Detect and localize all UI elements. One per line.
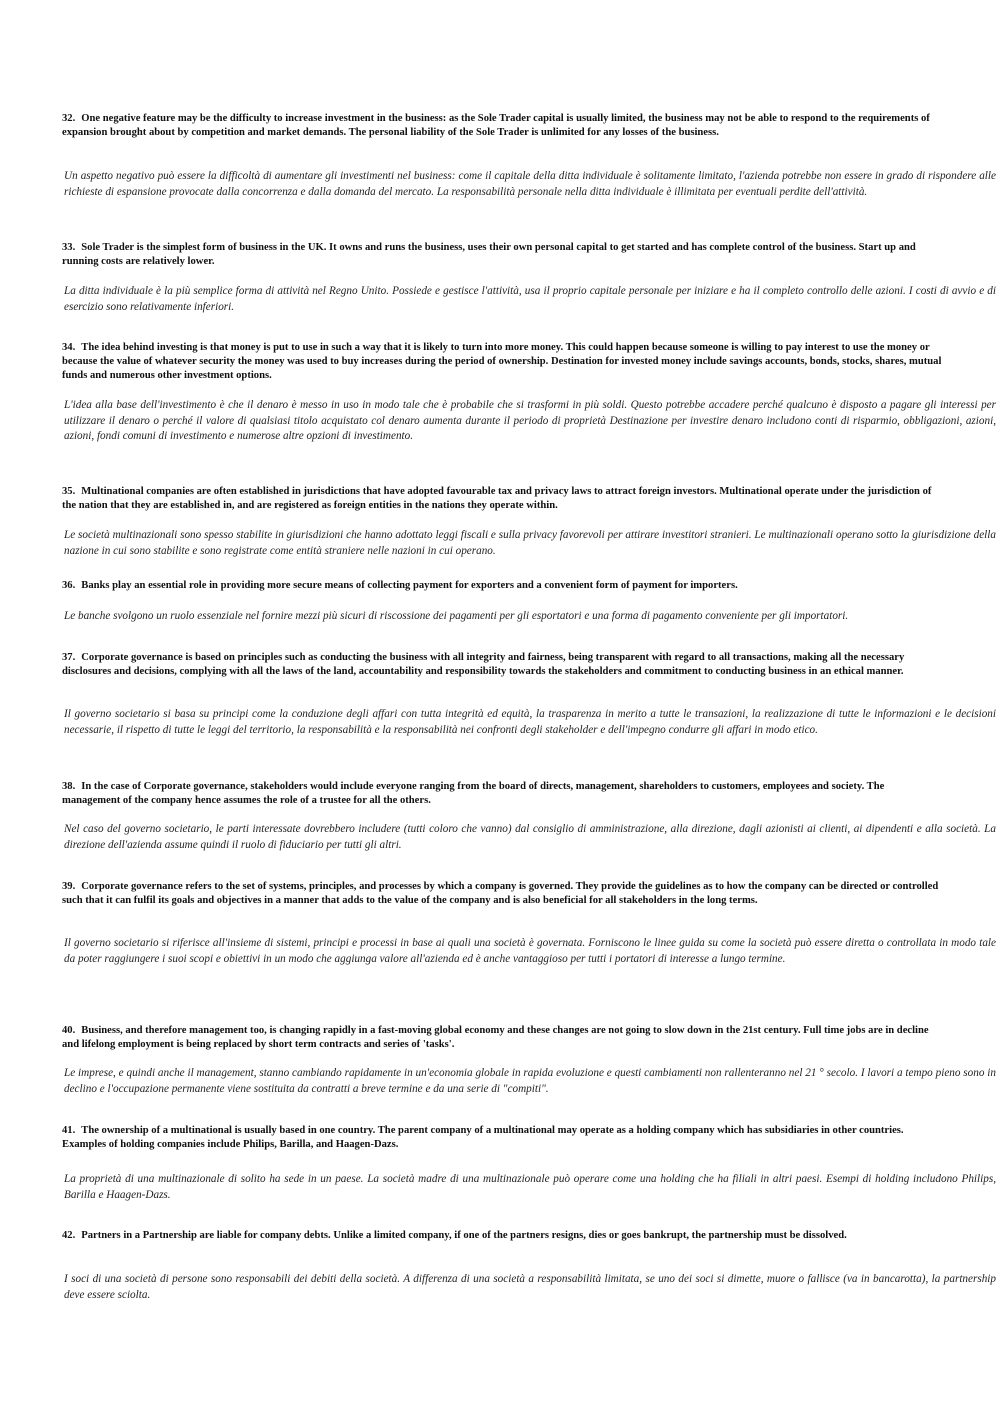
english-text: Sole Trader is the simplest form of business in the UK. It owns and runs the business, uses their own personal capital to get started and has complete control of the business. Start up and running costs are relatively lower. xyxy=(62,242,916,267)
english-paragraph xyxy=(62,651,942,679)
italian-paragraph: Il governo societario si riferisce all'insieme di sistemi, principi e processi in base ai quali una società è governata. Forniscono le linee guida su come la società può essere diretta o controllata in modo tale da poter raggiungere i suoi scopi e obiettivi in un modo che aggiunga valore all'azienda ed è anche vantaggioso per tutti i portatori di interesse a lungo termine. xyxy=(64,937,996,965)
italian-paragraph: L'idea alla base dell'investimento è che il denaro è messo in uso in modo tale che è probabile che si trasformi in più soldi. Questo potrebbe accadere perché qualcuno è disposto a pagare gli interessi per utilizzare il denaro o perché il valore di qualsiasi titolo acquistato col denaro aumenta durante il periodo di proprietà Destinazione per investire denaro includono conti di risparmio, obbligazioni, azioni, azioni, fondi comuni di investimento e numerose altre opzioni di investimento. xyxy=(64,399,996,442)
english-text: One negative feature may be the difficulty to increase investment in the business: as the Sole Trader capital is usually limited, the business may not be able to respond to the requirements of expansion brought about by competition and market demands. The personal liability of the Sole Trader is unlimited for any losses of the business. xyxy=(62,113,930,138)
item-33 xyxy=(62,241,996,313)
english-paragraph xyxy=(62,1229,942,1243)
english-paragraph xyxy=(62,880,942,908)
english-text: Business, and therefore management too, is changing rapidly in a fast-moving global economy and these changes are not going to slow down in the 21st century. Full time jobs are in decline and lifelong employment is being replaced by short term contracts and series of 'tasks'. xyxy=(62,1025,929,1050)
item-number: 35. xyxy=(62,486,76,497)
item-41 xyxy=(62,1124,996,1201)
english-paragraph xyxy=(62,112,942,140)
italian-paragraph: Le imprese, e quindi anche il management, stanno cambiando rapidamente in un'economia globale in rapida evoluzione e questi cambiamenti non rallenteranno nel 21 ° secolo. I lavori a tempo pieno sono in declino e l'occupazione permanente viene sostituita da contratti a breve termine e da una serie di "compiti". xyxy=(64,1067,996,1095)
item-number: 34. xyxy=(62,342,76,353)
italian-paragraph: Un aspetto negativo può essere la difficoltà di aumentare gli investimenti nel business: come il capitale della ditta individuale è solitamente limitato, l'azienda potrebbe non essere in grado di rispondere alle richieste di espansione provocate dalla concorrenza e dalla domanda del mercato. La responsabilità personale nella ditta individuale è illimitata per eventuali perdite dell'attività. xyxy=(64,170,996,198)
item-number: 37. xyxy=(62,652,76,663)
english-text: In the case of Corporate governance, stakeholders would include everyone ranging from the board of directs, management, shareholders to customers, employees and society. The management of the company hence assumes the role of a trustee for all the others. xyxy=(62,781,885,806)
english-text: Partners in a Partnership are liable for company debts. Unlike a limited company, if one of the partners resigns, dies or goes bankrupt, the partnership must be dissolved. xyxy=(81,1230,847,1241)
english-text: Corporate governance refers to the set of systems, principles, and processes by which a company is governed. They provide the guidelines as to how the company can be directed or controlled such that it can fulfil its goals and objectives in a manner that adds to the value of the company and is also beneficial for all stakeholders in the long terms. xyxy=(62,881,939,906)
item-37 xyxy=(62,651,996,736)
italian-paragraph: La proprietà di una multinazionale di solito ha sede in un paese. La società madre di una multinazionale può operare come una holding che ha filiali in altri paesi. Esempi di holding includono Philips, Barilla e Haagen-Dazs. xyxy=(64,1173,996,1201)
item-35 xyxy=(62,485,996,557)
english-paragraph xyxy=(62,780,942,808)
item-38 xyxy=(62,780,996,851)
english-paragraph xyxy=(62,241,942,269)
item-number: 32. xyxy=(62,113,76,124)
english-paragraph xyxy=(62,1124,942,1152)
english-text: The ownership of a multinational is usually based in one country. The parent company of a multinational may operate as a holding company which has subsidiaries in other countries. Examples of holding companies include Philips, Barilla, and Haagen-Dazs. xyxy=(62,1125,904,1150)
item-number: 39. xyxy=(62,881,76,892)
english-text: The idea behind investing is that money is put to use in such a way that it is likely to turn into more money. This could happen because someone is willing to pay interest to use the money or because the value of whatever security the money was used to buy increases during the period of ownership. Destination for invested money include savings accounts, bonds, stocks, shares, mutual funds and numerous other investment options. xyxy=(62,342,942,381)
english-text: Corporate governance is based on principles such as conducting the business with all integrity and fairness, being transparent with regard to all transactions, making all the necessary disclosures and decisions, complying with all the laws of the land, accountability and responsibility towards the stakeholders and commitment to conducting business in an ethical manner. xyxy=(62,652,905,677)
item-32 xyxy=(62,112,996,198)
item-number: 36. xyxy=(62,580,76,591)
item-40 xyxy=(62,1024,996,1095)
english-paragraph xyxy=(62,579,942,593)
english-paragraph xyxy=(62,341,942,383)
italian-paragraph: Il governo societario si basa su principi come la conduzione degli affari con tutta integrità ed equità, la trasparenza in merito a tutte le transazioni, la realizzazione di tutte le informazioni e le decisioni necessarie, il rispetto di tutte le leggi del territorio, la responsabilità e la responsabilità nei confronti degli stakeholder e dell'impegno condurre gli affari in modo etico. xyxy=(64,708,996,736)
item-34 xyxy=(62,341,996,442)
item-39 xyxy=(62,880,996,965)
english-paragraph xyxy=(62,485,942,513)
english-text: Banks play an essential role in providing more secure means of collecting payment for exporters and a convenient form of payment for importers. xyxy=(81,580,738,591)
item-42 xyxy=(62,1229,996,1301)
italian-paragraph: I soci di una società di persone sono responsabili dei debiti della società. A differenza di una società a responsabilità limitata, se uno dei soci si dimette, muore o fallisce (va in bancarotta), la partnership deve essere sciolta. xyxy=(64,1273,996,1301)
italian-paragraph: Nel caso del governo societario, le parti interessate dovrebbero includere (tutti coloro che vanno) dal consiglio di amministrazione, alla direzione, dagli azionisti ai clienti, ai dipendenti e alla società. La direzione dell'azienda assume quindi il ruolo di fiduciario per tutti gli altri. xyxy=(64,823,996,851)
item-number: 38. xyxy=(62,781,76,792)
italian-paragraph: Le società multinazionali sono spesso stabilite in giurisdizioni che hanno adottato leggi fiscali e sulla privacy favorevoli per attirare investitori stranieri. Le multinazionali operano sotto la giurisdizione della nazione in cui sono stabilite e sono registrate come entità straniere nelle nazioni in cui operano. xyxy=(64,529,996,557)
header-mark: · xyxy=(490,0,491,4)
item-number: 41. xyxy=(62,1125,76,1136)
item-number: 42. xyxy=(62,1230,76,1241)
italian-paragraph: Le banche svolgono un ruolo essenziale nel fornire mezzi più sicuri di riscossione dei pagamenti per gli esportatori e una forma di pagamento conveniente per gli importatori. xyxy=(64,610,849,622)
item-number: 33. xyxy=(62,242,76,253)
item-36 xyxy=(62,579,942,622)
item-number: 40. xyxy=(62,1025,76,1036)
english-text: Multinational companies are often established in jurisdictions that have adopted favourable tax and privacy laws to attract foreign investors. Multinational operate under the jurisdiction of the nation that they are established in, and are registered as foreign entities in the nations they operate within. xyxy=(62,486,932,511)
english-paragraph xyxy=(62,1024,942,1052)
italian-paragraph: La ditta individuale è la più semplice forma di attività nel Regno Unito. Possiede e gestisce l'attività, usa il proprio capitale personale per iniziare e ha il completo controllo delle azioni. I costi di avvio e di esercizio sono relativamente inferiori. xyxy=(64,285,996,313)
